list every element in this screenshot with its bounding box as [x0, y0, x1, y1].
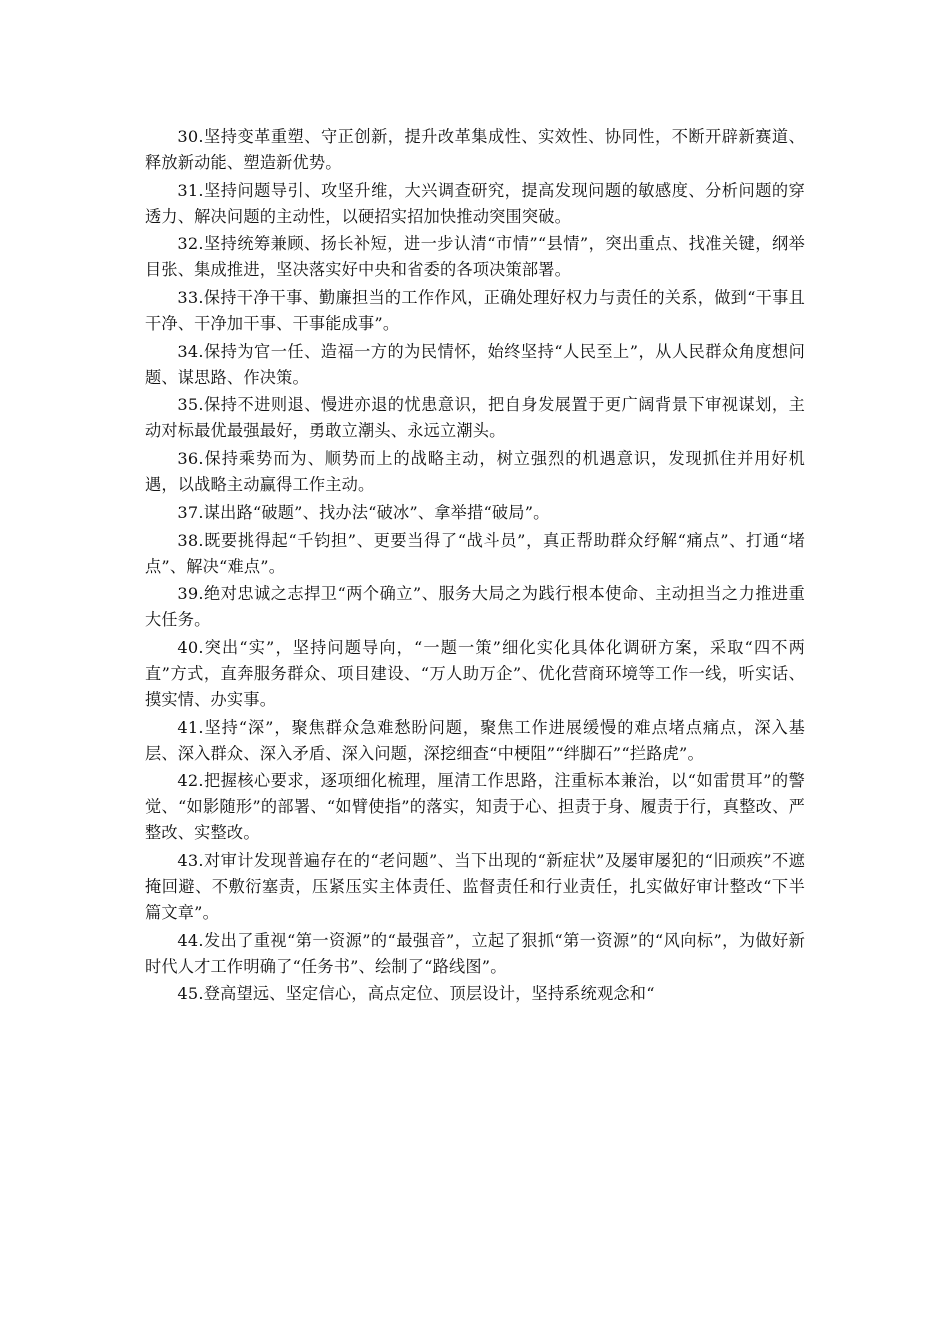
- paragraph-39: 39.绝对忠诚之志捍卫“两个确立”、服务大局之为践行根本使命、主动担当之力推进重大任务。: [145, 584, 805, 630]
- paragraph-44: 44.发出了重视“第一资源”的“最强音”，立起了狠抓“第一资源”的“风向标”，为做好新时代人才工作明确了“任务书”、绘制了“路线图”。: [145, 930, 805, 976]
- paragraph-42: 42.把握核心要求，逐项细化梳理，厘清工作思路，注重标本兼治，以“如雷贯耳”的警觉、“如影随形”的部署、“如臂使指”的落实，知责于心、担责于身、履责于行，真整改、严整改、实整改。: [145, 771, 805, 843]
- paragraph-41: 41.坚持“深”，聚焦群众急难愁盼问题，聚焦工作进展缓慢的难点堵点痛点，深入基层、深入群众、深入矛盾、深入问题，深挖细查“中梗阻”“绊脚石”“拦路虎”。: [145, 717, 805, 763]
- paragraph-45: 45.登高望远、坚定信心，高点定位、顶层设计，坚持系统观念和“: [177, 984, 655, 1004]
- paragraph-38: 38.既要挑得起“千钧担”、更要当得了“战斗员”，真正帮助群众纾解“痛点”、打通“堵点”、解决“难点”。: [145, 530, 805, 576]
- paragraph-36: 36.保持乘势而为、顺势而上的战略主动，树立强烈的机遇意识，发现抓住并用好机遇，以战略主动赢得工作主动。: [145, 449, 805, 495]
- paragraph-30: 30.坚持变革重塑、守正创新，提升改革集成性、实效性、协同性，不断开辟新赛道、释放新动能、塑造新优势。: [145, 127, 805, 172]
- paragraph-33: 33.保持干净干事、勤廉担当的工作作风，正确处理好权力与责任的关系，做到“干事且干净、干净加干事、干事能成事”。: [145, 288, 805, 334]
- paragraph-37: 37.谋出路“破题”、找办法“破冰”、拿举措“破局”。: [177, 502, 550, 522]
- paragraph-43: 43.对审计发现普遍存在的“老问题”、当下出现的“新症状”及屡审屡犯的“旧顽疾”不遮掩回避、不敷衍塞责，压紧压实主体责任、监督责任和行业责任，扎实做好审计整改“下半篇文章”。: [145, 850, 805, 922]
- document-body: [145, 124, 805, 1009]
- paragraph-31: 31.坚持问题导引、攻坚升维，大兴调查研究，提高发现问题的敏感度、分析问题的穿透力、解决问题的主动性，以硬招实招加快推动突围突破。: [145, 180, 805, 226]
- paragraph-34: 34.保持为官一任、造福一方的为民情怀，始终坚持“人民至上”，从人民群众角度想问题、谋思路、作决策。: [145, 341, 805, 387]
- paragraph-35: 35.保持不进则退、慢进亦退的忧患意识，把自身发展置于更广阔背景下审视谋划，主动对标最优最强最好，勇敢立潮头、永远立潮头。: [145, 395, 805, 441]
- paragraph-40: 40.突出“实”，坚持问题导向，“一题一策”细化实化具体化调研方案，采取“四不两直”方式，直奔服务群众、项目建设、“万人助万企”、优化营商环境等工作一线，听实话、摸实情、办实事。: [145, 637, 805, 709]
- paragraph-32: 32.坚持统筹兼顾、扬长补短，进一步认清“市情”“县情”，突出重点、找准关键，纲举目张、集成推进，坚决落实好中央和省委的各项决策部署。: [145, 234, 805, 280]
